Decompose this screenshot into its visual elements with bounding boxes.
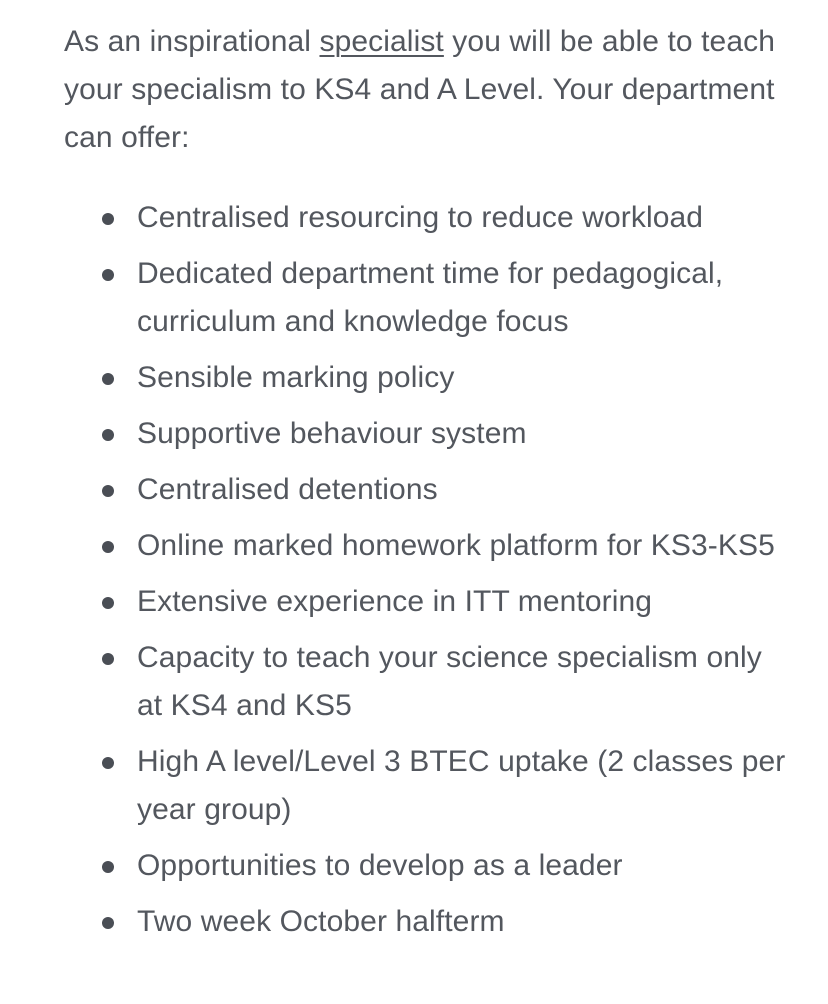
bullet-icon [102,917,114,929]
list-item [64,522,794,570]
list-item [64,466,794,514]
list-item [64,634,794,730]
list-item-text: Two week October halfterm [137,905,505,938]
list-item [64,354,794,402]
bullet-icon [102,597,114,609]
bullet-icon [102,541,114,553]
list-item [64,898,794,946]
list-item [64,410,794,458]
list-item [64,578,794,626]
bullet-icon [102,485,114,497]
job-description [64,18,794,954]
intro-paragraph [64,18,794,162]
bullet-icon [102,757,114,769]
list-item [64,738,794,834]
list-item-text: Extensive experience in ITT mentoring [137,585,653,618]
bullet-icon [102,373,114,385]
list-item-text: Supportive behaviour system [137,417,527,450]
list-item-text: Centralised detentions [137,473,438,506]
bullet-icon [102,269,114,281]
intro-text-after: you will be able to teach your specialism to KS4 and A Level. Your department can offer: [64,25,776,154]
benefits-list [64,194,794,946]
list-item-text: High A level/Level 3 BTEC uptake (2 classes per year group) [137,745,786,826]
list-item-text: Capacity to teach your science specialism only at KS4 and KS5 [137,641,762,722]
bullet-icon [102,429,114,441]
list-item [64,250,794,346]
bullet-icon [102,213,114,225]
list-item [64,194,794,242]
list-item-text: Dedicated department time for pedagogical, curriculum and knowledge focus [137,257,724,338]
list-item [64,842,794,890]
specialist-link[interactable]: specialist [319,25,444,58]
bullet-icon [102,653,114,665]
list-item-text: Centralised resourcing to reduce workload [137,201,704,234]
list-item-text: Online marked homework platform for KS3-KS5 [137,529,775,562]
bullet-icon [102,861,114,873]
list-item-text: Sensible marking policy [137,361,455,394]
list-item-text: Opportunities to develop as a leader [137,849,623,882]
intro-text-before: As an inspirational [64,25,320,58]
